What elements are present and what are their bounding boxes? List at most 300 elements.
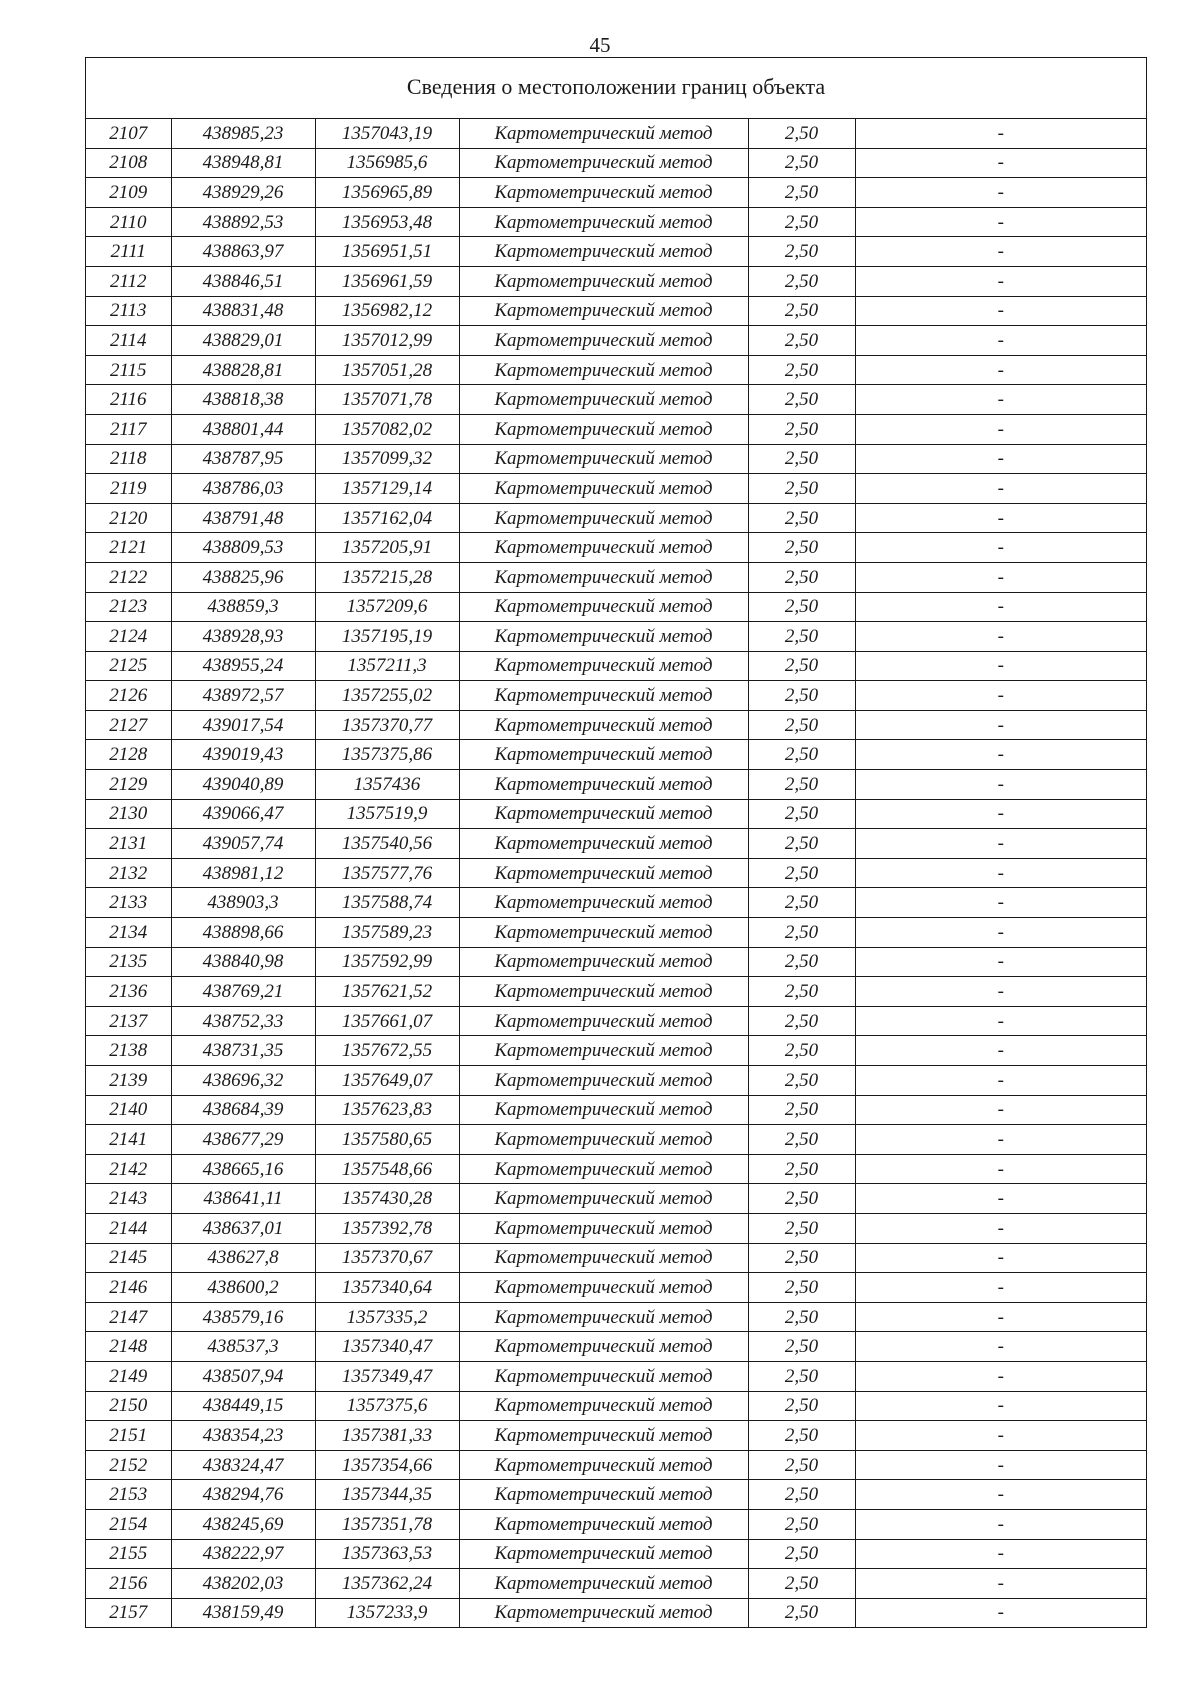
point-number-cell: 2147: [86, 1302, 171, 1332]
table-row: [86, 326, 1146, 356]
x-coordinate-cell: 438948,81: [171, 148, 315, 178]
table-row: [86, 1569, 1146, 1599]
point-number-cell: 2119: [86, 474, 171, 504]
point-number-cell: 2137: [86, 1006, 171, 1036]
description-cell: -: [855, 829, 1146, 859]
accuracy-cell: 2,50: [748, 1539, 855, 1569]
accuracy-cell: 2,50: [748, 266, 855, 296]
y-coordinate-cell: 1357335,2: [315, 1302, 459, 1332]
table-row: [86, 1539, 1146, 1569]
description-cell: -: [855, 562, 1146, 592]
table-row: [86, 829, 1146, 859]
accuracy-cell: 2,50: [748, 414, 855, 444]
accuracy-cell: 2,50: [748, 355, 855, 385]
description-cell: -: [855, 740, 1146, 770]
x-coordinate-cell: 438627,8: [171, 1243, 315, 1273]
x-coordinate-cell: 438159,49: [171, 1598, 315, 1627]
point-number-cell: 2144: [86, 1213, 171, 1243]
description-cell: -: [855, 1006, 1146, 1036]
x-coordinate-cell: 439057,74: [171, 829, 315, 859]
point-number-cell: 2131: [86, 829, 171, 859]
x-coordinate-cell: 438801,44: [171, 414, 315, 444]
method-cell: Картометрический метод: [459, 1598, 748, 1627]
method-cell: Картометрический метод: [459, 1273, 748, 1303]
x-coordinate-cell: 438579,16: [171, 1302, 315, 1332]
x-coordinate-cell: 438818,38: [171, 385, 315, 415]
x-coordinate-cell: 438903,3: [171, 888, 315, 918]
x-coordinate-cell: 438981,12: [171, 858, 315, 888]
point-number-cell: 2128: [86, 740, 171, 770]
y-coordinate-cell: 1357205,91: [315, 533, 459, 563]
accuracy-cell: 2,50: [748, 710, 855, 740]
method-cell: Картометрический метод: [459, 770, 748, 800]
description-cell: -: [855, 355, 1146, 385]
method-cell: Картометрический метод: [459, 1154, 748, 1184]
table-row: [86, 799, 1146, 829]
method-cell: Картометрический метод: [459, 562, 748, 592]
table-row: [86, 148, 1146, 178]
point-number-cell: 2122: [86, 562, 171, 592]
y-coordinate-cell: 1357340,47: [315, 1332, 459, 1362]
table-row: [86, 1036, 1146, 1066]
description-cell: -: [855, 385, 1146, 415]
accuracy-cell: 2,50: [748, 651, 855, 681]
method-cell: Картометрический метод: [459, 266, 748, 296]
method-cell: Картометрический метод: [459, 1421, 748, 1451]
x-coordinate-cell: 438294,76: [171, 1480, 315, 1510]
description-cell: -: [855, 1421, 1146, 1451]
description-cell: -: [855, 1125, 1146, 1155]
y-coordinate-cell: 1357344,35: [315, 1480, 459, 1510]
x-coordinate-cell: 438537,3: [171, 1332, 315, 1362]
description-cell: -: [855, 266, 1146, 296]
accuracy-cell: 2,50: [748, 237, 855, 267]
x-coordinate-cell: 438637,01: [171, 1213, 315, 1243]
method-cell: Картометрический метод: [459, 622, 748, 652]
table-row: [86, 1302, 1146, 1332]
point-number-cell: 2139: [86, 1066, 171, 1096]
table-caption: Сведения о местоположении границ объекта: [86, 58, 1146, 119]
y-coordinate-cell: 1357592,99: [315, 947, 459, 977]
table-row: [86, 1361, 1146, 1391]
point-number-cell: 2108: [86, 148, 171, 178]
y-coordinate-cell: 1356953,48: [315, 207, 459, 237]
table-row: [86, 858, 1146, 888]
method-cell: Картометрический метод: [459, 888, 748, 918]
x-coordinate-cell: 438825,96: [171, 562, 315, 592]
description-cell: -: [855, 119, 1146, 148]
y-coordinate-cell: 1357071,78: [315, 385, 459, 415]
y-coordinate-cell: 1357129,14: [315, 474, 459, 504]
y-coordinate-cell: 1357340,64: [315, 1273, 459, 1303]
method-cell: Картометрический метод: [459, 503, 748, 533]
description-cell: -: [855, 178, 1146, 208]
table-row: [86, 1598, 1146, 1627]
table-row: [86, 918, 1146, 948]
y-coordinate-cell: 1357519,9: [315, 799, 459, 829]
description-cell: -: [855, 770, 1146, 800]
accuracy-cell: 2,50: [748, 1450, 855, 1480]
point-number-cell: 2143: [86, 1184, 171, 1214]
point-number-cell: 2133: [86, 888, 171, 918]
method-cell: Картометрический метод: [459, 1391, 748, 1421]
table-row: [86, 1509, 1146, 1539]
accuracy-cell: 2,50: [748, 533, 855, 563]
y-coordinate-cell: 1357540,56: [315, 829, 459, 859]
x-coordinate-cell: 438928,93: [171, 622, 315, 652]
x-coordinate-cell: 438324,47: [171, 1450, 315, 1480]
x-coordinate-cell: 438769,21: [171, 977, 315, 1007]
accuracy-cell: 2,50: [748, 207, 855, 237]
table-row: [86, 207, 1146, 237]
description-cell: -: [855, 1184, 1146, 1214]
description-cell: -: [855, 1332, 1146, 1362]
point-number-cell: 2142: [86, 1154, 171, 1184]
point-number-cell: 2121: [86, 533, 171, 563]
accuracy-cell: 2,50: [748, 1361, 855, 1391]
table-row: [86, 533, 1146, 563]
y-coordinate-cell: 1357363,53: [315, 1539, 459, 1569]
method-cell: Картометрический метод: [459, 1213, 748, 1243]
y-coordinate-cell: 1357043,19: [315, 119, 459, 148]
table-row: [86, 385, 1146, 415]
accuracy-cell: 2,50: [748, 681, 855, 711]
description-cell: -: [855, 1273, 1146, 1303]
point-number-cell: 2140: [86, 1095, 171, 1125]
y-coordinate-cell: 1357430,28: [315, 1184, 459, 1214]
y-coordinate-cell: 1357580,65: [315, 1125, 459, 1155]
description-cell: -: [855, 799, 1146, 829]
method-cell: Картометрический метод: [459, 1509, 748, 1539]
table-row: [86, 888, 1146, 918]
description-cell: -: [855, 237, 1146, 267]
table-row: [86, 622, 1146, 652]
table-row: [86, 1184, 1146, 1214]
y-coordinate-cell: 1357354,66: [315, 1450, 459, 1480]
x-coordinate-cell: 438846,51: [171, 266, 315, 296]
y-coordinate-cell: 1357588,74: [315, 888, 459, 918]
description-cell: -: [855, 1066, 1146, 1096]
accuracy-cell: 2,50: [748, 1509, 855, 1539]
description-cell: -: [855, 207, 1146, 237]
table-row: [86, 119, 1146, 148]
point-number-cell: 2157: [86, 1598, 171, 1627]
table-row: [86, 592, 1146, 622]
accuracy-cell: 2,50: [748, 1332, 855, 1362]
table-row: [86, 651, 1146, 681]
table-row: [86, 266, 1146, 296]
accuracy-cell: 2,50: [748, 562, 855, 592]
table-row: [86, 414, 1146, 444]
x-coordinate-cell: 438449,15: [171, 1391, 315, 1421]
point-number-cell: 2118: [86, 444, 171, 474]
point-number-cell: 2116: [86, 385, 171, 415]
description-cell: -: [855, 444, 1146, 474]
method-cell: Картометрический метод: [459, 148, 748, 178]
description-cell: -: [855, 296, 1146, 326]
method-cell: Картометрический метод: [459, 1066, 748, 1096]
accuracy-cell: 2,50: [748, 1243, 855, 1273]
method-cell: Картометрический метод: [459, 533, 748, 563]
x-coordinate-cell: 438809,53: [171, 533, 315, 563]
point-number-cell: 2146: [86, 1273, 171, 1303]
method-cell: Картометрический метод: [459, 1480, 748, 1510]
description-cell: -: [855, 1569, 1146, 1599]
boundary-table: [85, 57, 1147, 1628]
table-row: [86, 444, 1146, 474]
accuracy-cell: 2,50: [748, 799, 855, 829]
y-coordinate-cell: 1357577,76: [315, 858, 459, 888]
accuracy-cell: 2,50: [748, 474, 855, 504]
x-coordinate-cell: 439066,47: [171, 799, 315, 829]
y-coordinate-cell: 1357621,52: [315, 977, 459, 1007]
point-number-cell: 2124: [86, 622, 171, 652]
y-coordinate-cell: 1356965,89: [315, 178, 459, 208]
table-row: [86, 681, 1146, 711]
description-cell: -: [855, 1539, 1146, 1569]
description-cell: -: [855, 1243, 1146, 1273]
point-number-cell: 2109: [86, 178, 171, 208]
description-cell: -: [855, 622, 1146, 652]
point-number-cell: 2151: [86, 1421, 171, 1451]
y-coordinate-cell: 1357649,07: [315, 1066, 459, 1096]
method-cell: Картометрический метод: [459, 1243, 748, 1273]
accuracy-cell: 2,50: [748, 1036, 855, 1066]
x-coordinate-cell: 438955,24: [171, 651, 315, 681]
table-row: [86, 710, 1146, 740]
table-body: [86, 119, 1146, 1627]
x-coordinate-cell: 438828,81: [171, 355, 315, 385]
accuracy-cell: 2,50: [748, 1391, 855, 1421]
method-cell: Картометрический метод: [459, 1184, 748, 1214]
method-cell: Картометрический метод: [459, 237, 748, 267]
y-coordinate-cell: 1357548,66: [315, 1154, 459, 1184]
x-coordinate-cell: 438829,01: [171, 326, 315, 356]
description-cell: -: [855, 681, 1146, 711]
x-coordinate-cell: 438354,23: [171, 1421, 315, 1451]
description-cell: -: [855, 651, 1146, 681]
x-coordinate-cell: 438677,29: [171, 1125, 315, 1155]
point-number-cell: 2150: [86, 1391, 171, 1421]
accuracy-cell: 2,50: [748, 947, 855, 977]
point-number-cell: 2120: [86, 503, 171, 533]
x-coordinate-cell: 438202,03: [171, 1569, 315, 1599]
description-cell: -: [855, 474, 1146, 504]
description-cell: -: [855, 1036, 1146, 1066]
method-cell: Картометрический метод: [459, 740, 748, 770]
y-coordinate-cell: 1357233,9: [315, 1598, 459, 1627]
table-row: [86, 1006, 1146, 1036]
coordinates-table: [86, 119, 1146, 1627]
y-coordinate-cell: 1356985,6: [315, 148, 459, 178]
method-cell: Картометрический метод: [459, 355, 748, 385]
point-number-cell: 2132: [86, 858, 171, 888]
x-coordinate-cell: 438222,97: [171, 1539, 315, 1569]
point-number-cell: 2152: [86, 1450, 171, 1480]
point-number-cell: 2107: [86, 119, 171, 148]
table-row: [86, 1095, 1146, 1125]
description-cell: -: [855, 148, 1146, 178]
point-number-cell: 2126: [86, 681, 171, 711]
y-coordinate-cell: 1356951,51: [315, 237, 459, 267]
accuracy-cell: 2,50: [748, 740, 855, 770]
point-number-cell: 2153: [86, 1480, 171, 1510]
description-cell: -: [855, 1361, 1146, 1391]
point-number-cell: 2141: [86, 1125, 171, 1155]
x-coordinate-cell: 438731,35: [171, 1036, 315, 1066]
description-cell: -: [855, 710, 1146, 740]
accuracy-cell: 2,50: [748, 770, 855, 800]
point-number-cell: 2135: [86, 947, 171, 977]
accuracy-cell: 2,50: [748, 503, 855, 533]
accuracy-cell: 2,50: [748, 1569, 855, 1599]
point-number-cell: 2130: [86, 799, 171, 829]
x-coordinate-cell: 438696,32: [171, 1066, 315, 1096]
method-cell: Картометрический метод: [459, 1361, 748, 1391]
point-number-cell: 2136: [86, 977, 171, 1007]
y-coordinate-cell: 1357255,02: [315, 681, 459, 711]
y-coordinate-cell: 1357209,6: [315, 592, 459, 622]
y-coordinate-cell: 1357215,28: [315, 562, 459, 592]
accuracy-cell: 2,50: [748, 888, 855, 918]
table-row: [86, 178, 1146, 208]
x-coordinate-cell: 439040,89: [171, 770, 315, 800]
x-coordinate-cell: 438786,03: [171, 474, 315, 504]
table-row: [86, 1480, 1146, 1510]
method-cell: Картометрический метод: [459, 1332, 748, 1362]
accuracy-cell: 2,50: [748, 1598, 855, 1627]
point-number-cell: 2138: [86, 1036, 171, 1066]
y-coordinate-cell: 1357099,32: [315, 444, 459, 474]
y-coordinate-cell: 1357392,78: [315, 1213, 459, 1243]
y-coordinate-cell: 1357375,86: [315, 740, 459, 770]
x-coordinate-cell: 438863,97: [171, 237, 315, 267]
x-coordinate-cell: 439017,54: [171, 710, 315, 740]
accuracy-cell: 2,50: [748, 148, 855, 178]
method-cell: Картометрический метод: [459, 977, 748, 1007]
description-cell: -: [855, 1213, 1146, 1243]
description-cell: -: [855, 592, 1146, 622]
x-coordinate-cell: 438600,2: [171, 1273, 315, 1303]
table-row: [86, 1125, 1146, 1155]
table-row: [86, 1213, 1146, 1243]
x-coordinate-cell: 438791,48: [171, 503, 315, 533]
x-coordinate-cell: 438752,33: [171, 1006, 315, 1036]
method-cell: Картометрический метод: [459, 178, 748, 208]
table-row: [86, 1273, 1146, 1303]
point-number-cell: 2154: [86, 1509, 171, 1539]
method-cell: Картометрический метод: [459, 444, 748, 474]
accuracy-cell: 2,50: [748, 829, 855, 859]
method-cell: Картометрический метод: [459, 1450, 748, 1480]
y-coordinate-cell: 1357375,6: [315, 1391, 459, 1421]
point-number-cell: 2113: [86, 296, 171, 326]
point-number-cell: 2111: [86, 237, 171, 267]
method-cell: Картометрический метод: [459, 681, 748, 711]
description-cell: -: [855, 1095, 1146, 1125]
y-coordinate-cell: 1357436: [315, 770, 459, 800]
accuracy-cell: 2,50: [748, 444, 855, 474]
accuracy-cell: 2,50: [748, 1125, 855, 1155]
description-cell: -: [855, 1154, 1146, 1184]
table-row: [86, 1391, 1146, 1421]
method-cell: Картометрический метод: [459, 296, 748, 326]
y-coordinate-cell: 1357370,67: [315, 1243, 459, 1273]
description-cell: -: [855, 414, 1146, 444]
point-number-cell: 2110: [86, 207, 171, 237]
point-number-cell: 2112: [86, 266, 171, 296]
method-cell: Картометрический метод: [459, 385, 748, 415]
method-cell: Картометрический метод: [459, 947, 748, 977]
table-row: [86, 740, 1146, 770]
point-number-cell: 2125: [86, 651, 171, 681]
y-coordinate-cell: 1357589,23: [315, 918, 459, 948]
method-cell: Картометрический метод: [459, 858, 748, 888]
description-cell: -: [855, 888, 1146, 918]
point-number-cell: 2117: [86, 414, 171, 444]
description-cell: -: [855, 1480, 1146, 1510]
description-cell: -: [855, 326, 1146, 356]
accuracy-cell: 2,50: [748, 1066, 855, 1096]
method-cell: Картометрический метод: [459, 592, 748, 622]
table-row: [86, 770, 1146, 800]
x-coordinate-cell: 438859,3: [171, 592, 315, 622]
x-coordinate-cell: 438245,69: [171, 1509, 315, 1539]
table-row: [86, 562, 1146, 592]
x-coordinate-cell: 438831,48: [171, 296, 315, 326]
x-coordinate-cell: 438665,16: [171, 1154, 315, 1184]
description-cell: -: [855, 503, 1146, 533]
y-coordinate-cell: 1357672,55: [315, 1036, 459, 1066]
accuracy-cell: 2,50: [748, 296, 855, 326]
y-coordinate-cell: 1357211,3: [315, 651, 459, 681]
accuracy-cell: 2,50: [748, 918, 855, 948]
point-number-cell: 2115: [86, 355, 171, 385]
table-row: [86, 503, 1146, 533]
method-cell: Картометрический метод: [459, 1095, 748, 1125]
method-cell: Картометрический метод: [459, 414, 748, 444]
accuracy-cell: 2,50: [748, 326, 855, 356]
x-coordinate-cell: 438787,95: [171, 444, 315, 474]
accuracy-cell: 2,50: [748, 858, 855, 888]
accuracy-cell: 2,50: [748, 622, 855, 652]
description-cell: -: [855, 533, 1146, 563]
accuracy-cell: 2,50: [748, 385, 855, 415]
accuracy-cell: 2,50: [748, 178, 855, 208]
method-cell: Картометрический метод: [459, 918, 748, 948]
method-cell: Картометрический метод: [459, 799, 748, 829]
description-cell: -: [855, 977, 1146, 1007]
method-cell: Картометрический метод: [459, 1036, 748, 1066]
accuracy-cell: 2,50: [748, 977, 855, 1007]
method-cell: Картометрический метод: [459, 1569, 748, 1599]
point-number-cell: 2148: [86, 1332, 171, 1362]
point-number-cell: 2145: [86, 1243, 171, 1273]
method-cell: Картометрический метод: [459, 1006, 748, 1036]
method-cell: Картометрический метод: [459, 1539, 748, 1569]
point-number-cell: 2149: [86, 1361, 171, 1391]
accuracy-cell: 2,50: [748, 119, 855, 148]
point-number-cell: 2114: [86, 326, 171, 356]
description-cell: -: [855, 858, 1146, 888]
method-cell: Картометрический метод: [459, 651, 748, 681]
x-coordinate-cell: 438929,26: [171, 178, 315, 208]
table-row: [86, 237, 1146, 267]
table-row: [86, 1450, 1146, 1480]
accuracy-cell: 2,50: [748, 1302, 855, 1332]
method-cell: Картометрический метод: [459, 207, 748, 237]
accuracy-cell: 2,50: [748, 592, 855, 622]
